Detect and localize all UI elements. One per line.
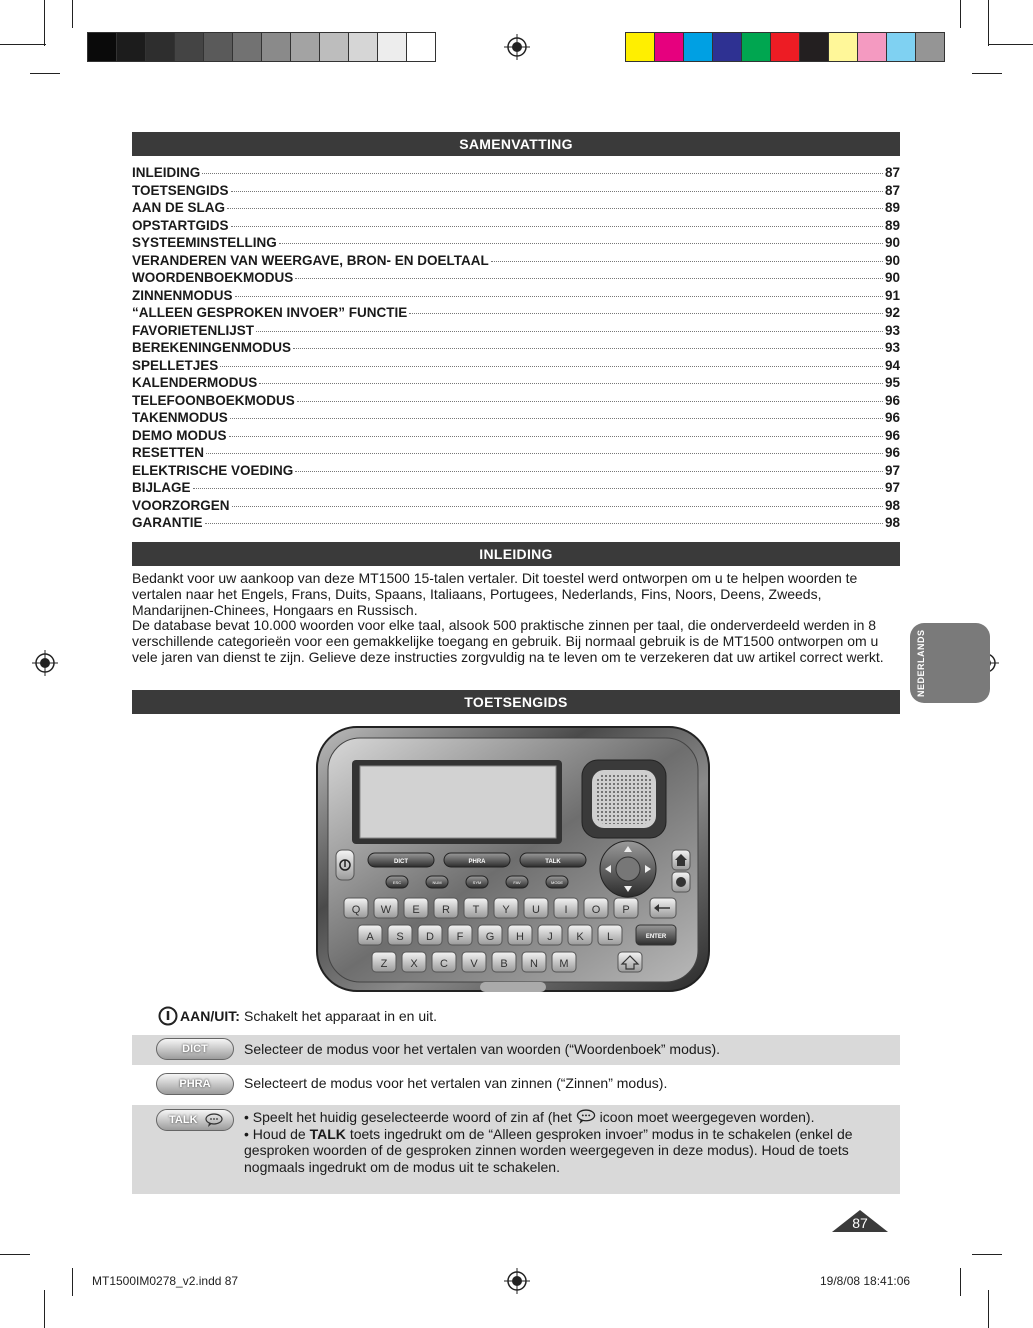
color-swatch	[916, 33, 944, 61]
registration-mark-top	[504, 34, 530, 60]
language-side-tab-label: NEDERLANDS	[916, 629, 926, 697]
toc-leader	[295, 278, 883, 279]
toc-entry[interactable]	[132, 323, 900, 341]
toc-entry[interactable]	[132, 375, 900, 393]
device-mode-key-label: DICT	[394, 859, 408, 865]
keyguide-header: TOETSENGIDS	[132, 690, 900, 714]
crop-mark-tl-h	[0, 44, 46, 45]
toc-leader	[259, 383, 883, 384]
color-swatch-bar	[625, 32, 945, 62]
talk-key-graphic-label: TALK	[169, 1114, 198, 1126]
speech-bubble-icon	[205, 1113, 223, 1127]
toc-leader	[409, 313, 883, 314]
color-swatch	[713, 33, 742, 61]
key-row-talk	[132, 1105, 900, 1194]
device-func-key-label: ESC	[392, 880, 402, 885]
device-letter-key-label: R	[442, 904, 450, 916]
toc-title: TELEFOONBOEKMODUS	[132, 392, 295, 408]
device-func-key-label: NUM	[432, 880, 442, 885]
toc-page: 87	[884, 165, 900, 180]
device-mode-key-label: TALK	[545, 859, 561, 865]
device-letter-key-label: L	[606, 931, 614, 943]
color-swatch	[655, 33, 684, 61]
device-letter-key-label: Z	[380, 958, 388, 970]
color-swatch	[800, 33, 829, 61]
device-letter-key-label: P	[622, 904, 630, 916]
page-number: 87	[852, 1215, 868, 1231]
device-letter-key-label: W	[380, 904, 392, 916]
toc-entry[interactable]	[132, 428, 900, 446]
device-letter-key-label: S	[396, 931, 404, 943]
toc-leader	[279, 243, 883, 244]
toc-leader	[202, 173, 883, 174]
toc-page: 92	[884, 305, 900, 320]
toc-page: 96	[884, 427, 900, 443]
toc-title: ELEKTRISCHE VOEDING	[132, 462, 294, 478]
toc-leader	[293, 348, 883, 349]
crop-mark-br-h	[972, 1254, 1002, 1255]
toc-entry[interactable]	[132, 393, 900, 411]
crop-mark-bl-v2	[72, 1268, 73, 1296]
gray-swatch	[349, 33, 378, 61]
device-letter-key-label: D	[426, 931, 434, 943]
crop-mark-tl-v2	[72, 0, 73, 28]
toc-entry[interactable]	[132, 498, 900, 516]
device-mode-key-label: PHRA	[468, 859, 486, 865]
color-swatch	[829, 33, 858, 61]
crop-mark-tr-v	[988, 0, 989, 46]
toc-entry[interactable]	[132, 183, 900, 201]
toc-leader	[235, 296, 883, 297]
gray-swatch	[175, 33, 204, 61]
toc-title: RESETTEN	[132, 445, 205, 460]
toc-page: 90	[884, 270, 900, 285]
dict-key-graphic: DICT	[156, 1038, 234, 1060]
toc-entry[interactable]	[132, 218, 900, 236]
power-key-description: Schakelt het apparaat in en uit.	[244, 1008, 438, 1024]
device-letter-key-label: I	[564, 904, 568, 916]
color-swatch	[684, 33, 713, 61]
registration-mark-left	[32, 650, 58, 676]
toc-title: INLEIDING	[132, 165, 201, 180]
gray-swatch	[117, 33, 146, 61]
toc-title: BIJLAGE	[132, 480, 191, 495]
crop-mark-tl-h2	[30, 73, 60, 74]
toc-title: TAKENMODUS	[132, 410, 228, 425]
gray-swatch	[146, 33, 175, 61]
crop-mark-br-v2	[960, 1268, 961, 1296]
toc-entry[interactable]	[132, 410, 900, 428]
crop-mark-tr-h	[988, 44, 1033, 45]
table-of-contents	[132, 165, 900, 533]
phra-key-description: Selecteert de modus voor het vertalen van zinnen (“Zinnen” modus).	[244, 1075, 668, 1091]
toc-page: 98	[884, 515, 900, 530]
toc-title: “ALLEEN GESPROKEN INVOER” FUNCTIE	[132, 305, 408, 320]
toc-entry[interactable]	[132, 480, 900, 498]
toc-title: OPSTARTGIDS	[132, 217, 229, 233]
intro-paragraph-2: De database bevat 10.000 woorden voor elke taal, alsook 500 praktische zinnen per taal, die onderverdeeld werden in 8 verschillende categorieën voor een gemakkelijke toegang en gebruik. Bij normaal gebruik is de MT1500 ontworpen om u vele jaren van dienst te zijn. Gelieve deze instructies zorgvuldig na te leven om te verzekeren dat uw artikel correct werkt.	[132, 617, 884, 665]
toc-entry[interactable]	[132, 235, 900, 253]
color-swatch	[626, 33, 655, 61]
toc-title: SYSTEEMINSTELLING	[132, 235, 277, 250]
talk-desc-1a: • Speelt het huidig geselecteerde woord of zin af (het	[244, 1109, 572, 1125]
toc-entry[interactable]	[132, 515, 900, 533]
toc-title: GARANTIE	[132, 515, 203, 530]
toc-title: AAN DE SLAG	[132, 200, 226, 215]
intro-header: INLEIDING	[132, 542, 900, 566]
toc-leader	[256, 331, 883, 332]
toc-title: KALENDERMODUS	[132, 375, 258, 390]
device-letter-key-label: O	[591, 904, 601, 916]
crop-mark-tl-v	[44, 0, 45, 46]
crop-mark-tr-v2	[960, 0, 961, 28]
toc-page: 93	[884, 340, 900, 355]
device-letter-key-label: U	[532, 904, 540, 916]
toc-entry[interactable]	[132, 305, 900, 323]
key-row-power	[132, 1002, 900, 1030]
device-letter-key-label: T	[472, 904, 480, 916]
device-letter-key-label: K	[576, 931, 584, 943]
toc-leader	[229, 436, 883, 437]
toc-leader	[230, 418, 883, 419]
color-swatch	[771, 33, 800, 61]
phra-key-graphic: PHRA	[156, 1073, 234, 1095]
toc-title: ZINNENMODUS	[132, 287, 233, 303]
crop-mark-br-v	[988, 1290, 989, 1328]
device-letter-key-label: V	[470, 958, 478, 970]
talk-desc-line-1	[244, 1109, 880, 1126]
device-letter-key-label: A	[366, 931, 374, 943]
toc-title: BEREKENINGENMODUS	[132, 340, 292, 355]
intro-text	[132, 571, 900, 666]
toc-leader	[232, 506, 883, 507]
toc-leader	[205, 523, 883, 524]
gray-swatch	[291, 33, 320, 61]
talk-desc-2-bold: TALK	[309, 1125, 346, 1142]
talk-key-description	[244, 1109, 880, 1175]
toc-page: 97	[884, 480, 900, 495]
gray-swatch	[233, 33, 262, 61]
toc-page: 90	[884, 252, 900, 268]
toc-entry[interactable]	[132, 270, 900, 288]
dict-key-description: Selecteer de modus voor het vertalen van woorden (“Woordenboek” modus).	[244, 1041, 720, 1057]
toc-title: WOORDENBOEKMODUS	[132, 270, 294, 285]
toc-page: 89	[884, 217, 900, 233]
device-letter-key-label: M	[559, 958, 569, 970]
translator-device-illustration	[316, 726, 710, 994]
registration-mark-bottom	[504, 1268, 530, 1294]
gray-swatch	[88, 33, 117, 61]
device-letter-key-label: Y	[502, 904, 510, 916]
toc-page: 94	[884, 357, 900, 373]
toc-leader	[295, 471, 883, 472]
talk-desc-line-2	[244, 1126, 880, 1176]
toc-leader	[491, 261, 883, 262]
crop-mark-bl-h	[0, 1254, 30, 1255]
toc-leader	[231, 226, 883, 227]
crop-mark-bl-v	[44, 1290, 45, 1328]
toc-entry[interactable]	[132, 288, 900, 306]
toc-title: SPELLETJES	[132, 357, 219, 373]
toc-leader	[193, 488, 883, 489]
toc-page: 93	[884, 322, 900, 338]
summary-header: SAMENVATTING	[132, 132, 900, 156]
toc-page: 89	[884, 200, 900, 215]
power-icon	[158, 1006, 178, 1026]
device-letter-key-label: X	[410, 958, 418, 970]
color-swatch	[858, 33, 887, 61]
device-letter-key-label: F	[456, 931, 464, 943]
power-key-label: AAN/UIT:	[180, 1008, 240, 1024]
toc-page: 97	[884, 462, 900, 478]
toc-title: VERANDEREN VAN WEERGAVE, BRON- EN DOELTAAL	[132, 252, 489, 268]
toc-entry[interactable]	[132, 445, 900, 463]
device-func-key-label: FAV	[513, 880, 521, 885]
gray-swatch	[378, 33, 407, 61]
device-func-key-label: SYM	[472, 880, 482, 885]
device-func-key-label: MODE	[551, 880, 563, 885]
device-letter-key-label: H	[516, 931, 524, 943]
toc-page: 96	[884, 445, 900, 460]
gray-swatch	[262, 33, 291, 61]
toc-page: 98	[884, 497, 900, 513]
toc-title: DEMO MODUS	[132, 427, 227, 443]
toc-page: 95	[884, 375, 900, 390]
talk-key-graphic	[156, 1109, 234, 1131]
toc-entry[interactable]	[132, 165, 900, 183]
color-swatch	[887, 33, 916, 61]
toc-title: VOORZORGEN	[132, 497, 230, 513]
toc-page: 96	[884, 410, 900, 425]
toc-leader	[206, 453, 883, 454]
toc-page: 96	[884, 392, 900, 408]
toc-page: 87	[884, 182, 900, 198]
intro-paragraph-1: Bedankt voor uw aankoop van deze MT1500 15-talen vertaler. Dit toestel werd ontworpen om u te helpen woorden te vertalen naar het Engels, Frans, Duits, Spaans, Italiaans, Portugees, Nederlands, Fins, Noors, Deens, Zweeds, Mandarijnen-Chinees, Hongaars en Russisch.	[132, 570, 858, 618]
device-letter-key-label: C	[440, 958, 448, 970]
device-letter-key-label: E	[412, 904, 420, 916]
toc-page: 91	[884, 287, 900, 303]
gray-swatch	[407, 33, 435, 61]
key-row-phra	[132, 1068, 900, 1102]
device-letter-key-label: B	[500, 958, 508, 970]
gray-swatch	[320, 33, 349, 61]
crop-mark-tr-h2	[972, 73, 1002, 74]
toc-leader	[227, 208, 883, 209]
device-letter-key-label: J	[547, 931, 553, 943]
toc-leader	[231, 191, 883, 192]
toc-page: 90	[884, 235, 900, 250]
language-side-tab	[910, 623, 990, 703]
device-letter-key-label: Q	[351, 904, 361, 916]
toc-title: TOETSENGIDS	[132, 182, 229, 198]
toc-title: FAVORIETENLIJST	[132, 322, 255, 338]
device-enter-key-label: ENTER	[645, 934, 667, 940]
slug-timestamp: 19/8/08 18:41:06	[820, 1274, 911, 1288]
key-row-dict	[132, 1035, 900, 1065]
toc-entry[interactable]	[132, 200, 900, 218]
toc-entry[interactable]	[132, 253, 900, 271]
toc-leader	[220, 366, 883, 367]
toc-leader	[297, 401, 883, 402]
talk-desc-2a: • Houd de	[244, 1125, 306, 1142]
device-letter-key-label: G	[485, 931, 495, 943]
toc-entry[interactable]	[132, 340, 900, 358]
gray-swatch-bar	[87, 32, 436, 62]
device-letter-key-label: N	[530, 958, 538, 970]
slug-filename: MT1500IM0278_v2.indd 87	[92, 1274, 239, 1288]
color-swatch	[742, 33, 771, 61]
gray-swatch	[204, 33, 233, 61]
toc-entry[interactable]	[132, 358, 900, 376]
talk-desc-1b: icoon moet weergegeven worden).	[599, 1109, 815, 1125]
talk-desc-2b: toets ingedrukt om de “Alleen gesproken invoer” modus in te schakelen (enkel de gesproken woorden of de gesproken zinnen worden weergegeven in deze modus). Houd de toets nogmaals ingedrukt om de modus uit te schakelen.	[244, 1125, 853, 1175]
toc-entry[interactable]	[132, 463, 900, 481]
speech-bubble-inline-icon	[576, 1109, 596, 1124]
